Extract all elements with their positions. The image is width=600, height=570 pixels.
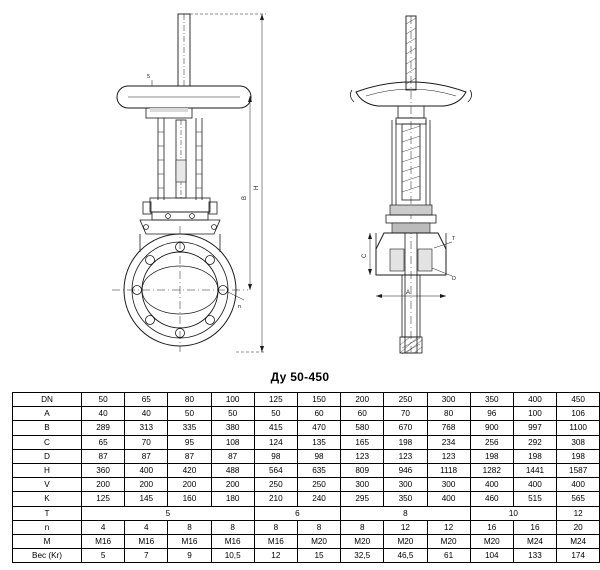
table-cell: 106: [557, 407, 600, 421]
table-cell: 300: [341, 478, 384, 492]
table-cell: 580: [341, 421, 384, 435]
table-row: [13, 492, 600, 506]
table-cell: 8: [341, 520, 384, 534]
table-cell: 564: [254, 464, 297, 478]
table-header-cell-dn: DN: [13, 393, 82, 407]
table-cell: 420: [168, 464, 211, 478]
table-cell: 200: [82, 478, 125, 492]
spec-table-body: [13, 393, 600, 563]
table-row-label: M: [13, 535, 82, 549]
table-cell: M20: [427, 535, 470, 549]
table-header-cell: 100: [211, 393, 254, 407]
table-cell: 98: [297, 449, 340, 463]
table-cell: 1441: [513, 464, 556, 478]
table-cell: M16: [125, 535, 168, 549]
table-cell: M16: [211, 535, 254, 549]
table-header-cell: 125: [254, 393, 297, 407]
table-cell: 198: [513, 449, 556, 463]
spec-table: [12, 392, 600, 563]
table-cell: 87: [82, 449, 125, 463]
table-cell: 1282: [470, 464, 513, 478]
table-cell: 200: [168, 478, 211, 492]
table-header-cell: 400: [513, 393, 556, 407]
table-cell: 180: [211, 492, 254, 506]
table-cell: M20: [297, 535, 340, 549]
table-cell: 7: [125, 549, 168, 563]
table-cell: M16: [254, 535, 297, 549]
table-cell: 133: [513, 549, 556, 563]
table-row: [13, 520, 600, 534]
table-row-label: B: [13, 421, 82, 435]
table-cell: 198: [384, 435, 427, 449]
table-cell: 174: [557, 549, 600, 563]
table-cell: 300: [427, 478, 470, 492]
table-cell: 9: [168, 549, 211, 563]
table-cell: 250: [297, 478, 340, 492]
table-cell: 125: [82, 492, 125, 506]
table-header-cell: 200: [341, 393, 384, 407]
table-cell: 60: [297, 407, 340, 421]
table-header-cell: 300: [427, 393, 470, 407]
table-cell: 61: [427, 549, 470, 563]
table-cell: 12: [254, 549, 297, 563]
table-row-label: V: [13, 478, 82, 492]
table-cell: 295: [341, 492, 384, 506]
table-cell: 240: [297, 492, 340, 506]
table-cell: 123: [427, 449, 470, 463]
table-row: [13, 407, 600, 421]
table-cell: 200: [211, 478, 254, 492]
table-cell: 5: [82, 549, 125, 563]
table-row: [13, 506, 600, 520]
table-cell: 809: [341, 464, 384, 478]
table-cell: 210: [254, 492, 297, 506]
table-row-label: T: [13, 506, 82, 520]
table-cell: 124: [254, 435, 297, 449]
table-cell: 198: [470, 449, 513, 463]
table-cell: 50: [211, 407, 254, 421]
svg-text:A: A: [406, 290, 411, 296]
table-header-cell: 50: [82, 393, 125, 407]
table-cell: 1587: [557, 464, 600, 478]
table-cell: 16: [470, 520, 513, 534]
table-cell: 289: [82, 421, 125, 435]
knife-gate-valve-front-elevation: [112, 14, 266, 352]
svg-text:n: n: [238, 304, 242, 310]
table-row-label: K: [13, 492, 82, 506]
table-cell: 50: [168, 407, 211, 421]
table-cell: 40: [125, 407, 168, 421]
svg-text:5: 5: [147, 74, 151, 80]
table-cell: 10: [470, 506, 556, 520]
table-row: [13, 535, 600, 549]
table-cell: 515: [513, 492, 556, 506]
table-cell: 350: [384, 492, 427, 506]
table-header-cell: 250: [384, 393, 427, 407]
table-cell: 104: [470, 549, 513, 563]
table-cell: 50: [254, 407, 297, 421]
table-cell: 635: [297, 464, 340, 478]
svg-text:H: H: [254, 185, 260, 190]
table-cell: 87: [125, 449, 168, 463]
table-cell: 292: [513, 435, 556, 449]
table-header-cell: 350: [470, 393, 513, 407]
table-cell: 200: [125, 478, 168, 492]
table-row: [13, 435, 600, 449]
table-row: [13, 549, 600, 563]
table-cell: 8: [168, 520, 211, 534]
table-cell: 32,5: [341, 549, 384, 563]
table-cell: 565: [557, 492, 600, 506]
drawing-caption: Ду 50-450: [270, 370, 330, 384]
table-cell: 12: [557, 506, 600, 520]
table-cell: 40: [82, 407, 125, 421]
svg-text:C: C: [362, 253, 368, 258]
table-cell: 1118: [427, 464, 470, 478]
table-cell: 20: [557, 520, 600, 534]
svg-text:D: D: [452, 276, 456, 282]
svg-text:T: T: [452, 236, 456, 242]
table-cell: 123: [384, 449, 427, 463]
table-cell: 135: [297, 435, 340, 449]
table-row: [13, 393, 600, 407]
table-cell: 250: [254, 478, 297, 492]
table-cell: 670: [384, 421, 427, 435]
table-cell: 160: [168, 492, 211, 506]
table-cell: 87: [168, 449, 211, 463]
table-cell: 400: [513, 478, 556, 492]
table-cell: M20: [384, 535, 427, 549]
table-cell: 87: [211, 449, 254, 463]
table-row-label: H: [13, 464, 82, 478]
table-cell: 470: [297, 421, 340, 435]
table-row-label: Вес (Kr): [13, 549, 82, 563]
table-cell: 313: [125, 421, 168, 435]
table-cell: 460: [470, 492, 513, 506]
table-cell: 5: [82, 506, 255, 520]
table-cell: 8: [211, 520, 254, 534]
table-cell: 70: [384, 407, 427, 421]
table-cell: 80: [427, 407, 470, 421]
table-row-label: D: [13, 449, 82, 463]
table-cell: 70: [125, 435, 168, 449]
table-cell: 4: [82, 520, 125, 534]
table-header-cell: 150: [297, 393, 340, 407]
table-row: [13, 478, 600, 492]
table-cell: 8: [254, 520, 297, 534]
table-cell: 6: [254, 506, 340, 520]
table-cell: 95: [168, 435, 211, 449]
table-cell: M20: [341, 535, 384, 549]
table-cell: 12: [427, 520, 470, 534]
table-row: [13, 464, 600, 478]
table-cell: 108: [211, 435, 254, 449]
table-cell: M16: [82, 535, 125, 549]
table-cell: M16: [168, 535, 211, 549]
table-row-label: n: [13, 520, 82, 534]
table-row-label: A: [13, 407, 82, 421]
spec-table-container: [12, 392, 588, 563]
table-cell: 997: [513, 421, 556, 435]
table-cell: M24: [513, 535, 556, 549]
table-cell: 96: [470, 407, 513, 421]
table-cell: 16: [513, 520, 556, 534]
knife-gate-valve-section-view: [350, 16, 471, 354]
table-cell: 360: [82, 464, 125, 478]
table-cell: 400: [427, 492, 470, 506]
table-cell: 300: [384, 478, 427, 492]
table-cell: 198: [557, 449, 600, 463]
table-header-cell: 65: [125, 393, 168, 407]
table-cell: 145: [125, 492, 168, 506]
table-cell: 123: [341, 449, 384, 463]
table-cell: 4: [125, 520, 168, 534]
table-cell: 400: [470, 478, 513, 492]
table-cell: 234: [427, 435, 470, 449]
table-cell: 335: [168, 421, 211, 435]
table-cell: M24: [557, 535, 600, 549]
table-row-label: C: [13, 435, 82, 449]
table-cell: 768: [427, 421, 470, 435]
table-cell: 165: [341, 435, 384, 449]
table-cell: M20: [470, 535, 513, 549]
table-cell: 100: [513, 407, 556, 421]
table-cell: 400: [557, 478, 600, 492]
table-cell: 1100: [557, 421, 600, 435]
table-row: [13, 421, 600, 435]
table-row: [13, 449, 600, 463]
table-cell: 308: [557, 435, 600, 449]
table-cell: 60: [341, 407, 384, 421]
table-cell: 65: [82, 435, 125, 449]
table-cell: 900: [470, 421, 513, 435]
table-cell: 15: [297, 549, 340, 563]
table-cell: 415: [254, 421, 297, 435]
table-cell: 98: [254, 449, 297, 463]
table-cell: 12: [384, 520, 427, 534]
svg-text:B: B: [242, 195, 248, 200]
table-cell: 46,5: [384, 549, 427, 563]
table-cell: 10,5: [211, 549, 254, 563]
table-header-cell: 450: [557, 393, 600, 407]
table-header-cell: 80: [168, 393, 211, 407]
table-cell: 400: [125, 464, 168, 478]
table-cell: 488: [211, 464, 254, 478]
table-cell: 256: [470, 435, 513, 449]
table-cell: 380: [211, 421, 254, 435]
table-cell: 946: [384, 464, 427, 478]
table-cell: 8: [341, 506, 471, 520]
table-cell: 8: [297, 520, 340, 534]
